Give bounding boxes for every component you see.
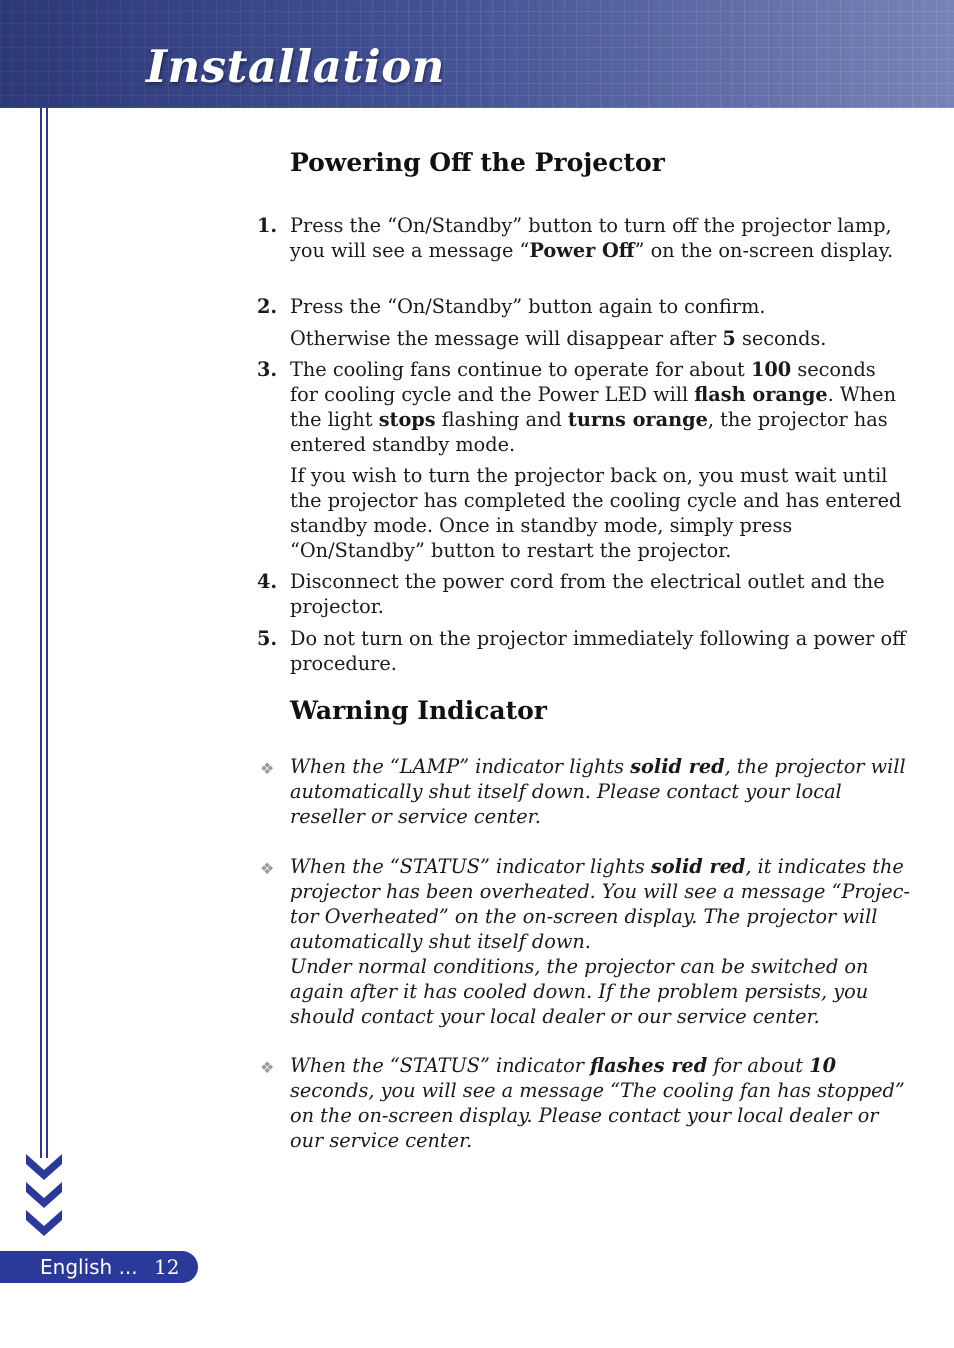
margin-rule-right: [46, 108, 48, 1158]
warning-item-lamp: ❖ When the “LAMP” indicator lights solid red, the projector will automatically shut itself down. Please contact your local reseller or service center.: [260, 755, 906, 828]
page-title: Installation: [146, 40, 446, 93]
step-2-note: Otherwise the message will disappear after 5 seconds.: [290, 327, 827, 350]
margin-rule-left: [40, 108, 42, 1158]
warning-item-status-solid: ❖ When the “STATUS” indicator lights solid red, it indicates the projector has been overheated. You will see a message “Projec-tor Overheated” on the on-screen display. The projector will automatically shut itself down. Under normal conditions, the projector can be switched on again after it has cooled down. If the problem persists, you should contact your local dealer or our service center.: [260, 855, 910, 1028]
step-2: 2. Press the “On/Standby” button again to confirm.: [257, 295, 766, 318]
diamond-bullet-icon: ❖: [260, 1058, 275, 1077]
page-footer: [0, 1251, 198, 1283]
step-3: 3. The cooling fans continue to operate for about 100 seconds for cooling cycle and the Power LED will flash orange. When the light stops flashing and turns orange, the projector has entered standby mode.: [257, 358, 896, 456]
diamond-bullet-icon: ❖: [260, 759, 275, 778]
chevron-down-icon: [24, 1152, 64, 1238]
warning-item-status-flashing: ❖ When the “STATUS” indicator flashes red for about 10 seconds, you will see a message “The cooling fan has stopped” on the on-screen display. Please contact your local dealer or our service center.: [260, 1054, 905, 1152]
section-title-warning: Warning Indicator: [290, 696, 547, 725]
page-number: 12: [154, 1255, 180, 1279]
section-title-powering-off: Powering Off the Projector: [290, 148, 665, 177]
step-5: 5. Do not turn on the projector immediately following a power off procedure.: [257, 627, 906, 675]
footer-language: English ...: [40, 1255, 138, 1279]
step-3-note: If you wish to turn the projector back on, you must wait until the projector has completed the cooling cycle and has entered standby mode. Once in standby mode, simply press “On/Standby” button to restart the projector.: [290, 464, 902, 562]
diamond-bullet-icon: ❖: [260, 859, 275, 878]
header-banner: [0, 0, 954, 108]
step-1: 1. Press the “On/Standby” button to turn off the projector lamp, you will see a message “Power Off” on the on-screen display.: [257, 214, 894, 262]
step-4: 4. Disconnect the power cord from the electrical outlet and the projector.: [257, 570, 885, 618]
